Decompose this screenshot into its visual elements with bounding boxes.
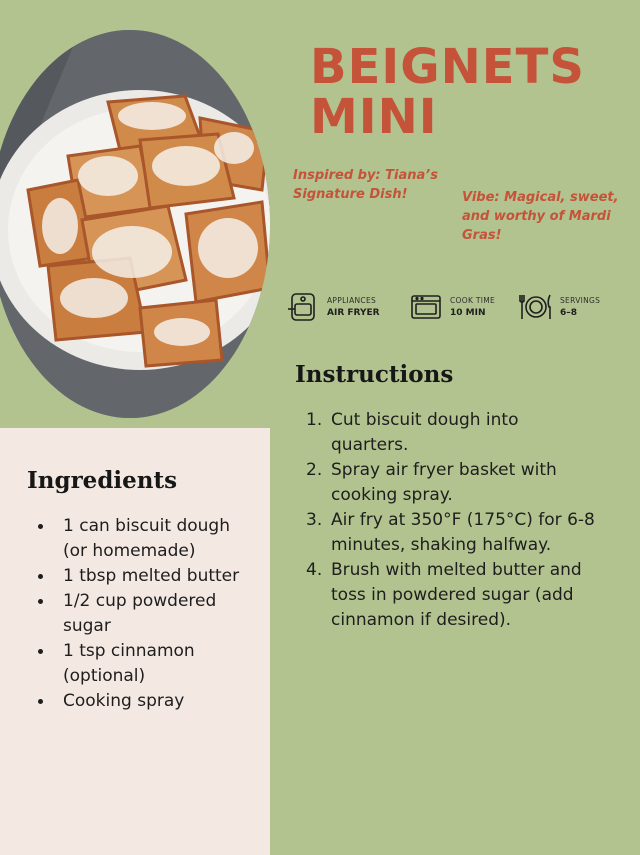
appliances-value: AIR FRYER — [327, 308, 380, 318]
instruction-step — [306, 508, 596, 558]
step-number: 1. — [306, 410, 323, 430]
vibe-text: Vibe: Magical, sweet, and worthy of Mardi Gras! — [462, 190, 619, 243]
beignets-photo — [0, 30, 270, 418]
meta-servings — [518, 289, 600, 325]
appliances-label: APPLIANCES — [327, 296, 377, 305]
inspired-by-text: Inspired by: Tiana’s Signature Dish! — [293, 168, 438, 202]
ingredient-item: 1/2 cup powdered sugar — [38, 589, 253, 639]
oven-icon — [408, 289, 444, 325]
meta-appliances — [285, 289, 380, 325]
ingredients-heading: Ingredients — [27, 467, 178, 494]
servings-value: 6–8 — [560, 308, 578, 318]
instruction-step — [306, 408, 596, 458]
ingredients-list — [38, 514, 253, 714]
step-text: Cut biscuit dough into quarters. — [331, 410, 519, 455]
cook-time-label: COOK TIME — [450, 296, 496, 305]
ingredient-item: Cooking spray — [38, 689, 253, 714]
step-number: 3. — [306, 510, 323, 530]
recipe-title — [310, 39, 585, 145]
cook-time-value: 10 MIN — [450, 308, 486, 318]
step-number: 4. — [306, 560, 323, 580]
ingredient-item: 1 tbsp melted butter — [38, 564, 253, 589]
ingredient-item: 1 can biscuit dough (or homemade) — [38, 514, 253, 564]
title-line-2: MINI — [310, 89, 438, 145]
plate-cutlery-icon — [518, 289, 554, 325]
step-number: 2. — [306, 460, 323, 480]
air-fryer-icon — [285, 289, 321, 325]
instructions-heading: Instructions — [295, 361, 454, 388]
servings-label: SERVINGS — [560, 296, 601, 305]
meta-cook-time — [408, 289, 495, 325]
step-text: Spray air fryer basket with cooking spray. — [331, 460, 557, 505]
ingredient-item: 1 tsp cinnamon (optional) — [38, 639, 253, 689]
instruction-step — [306, 558, 596, 633]
step-text: Air fry at 350°F (175°C) for 6-8 minutes, shaking halfway. — [331, 510, 595, 555]
beignets-illustration — [0, 30, 270, 418]
title-line-1: BEIGNETS — [310, 39, 585, 95]
instructions-list — [306, 408, 596, 633]
step-text: Brush with melted butter and toss in powdered sugar (add cinnamon if desired). — [331, 560, 582, 630]
instruction-step — [306, 458, 596, 508]
